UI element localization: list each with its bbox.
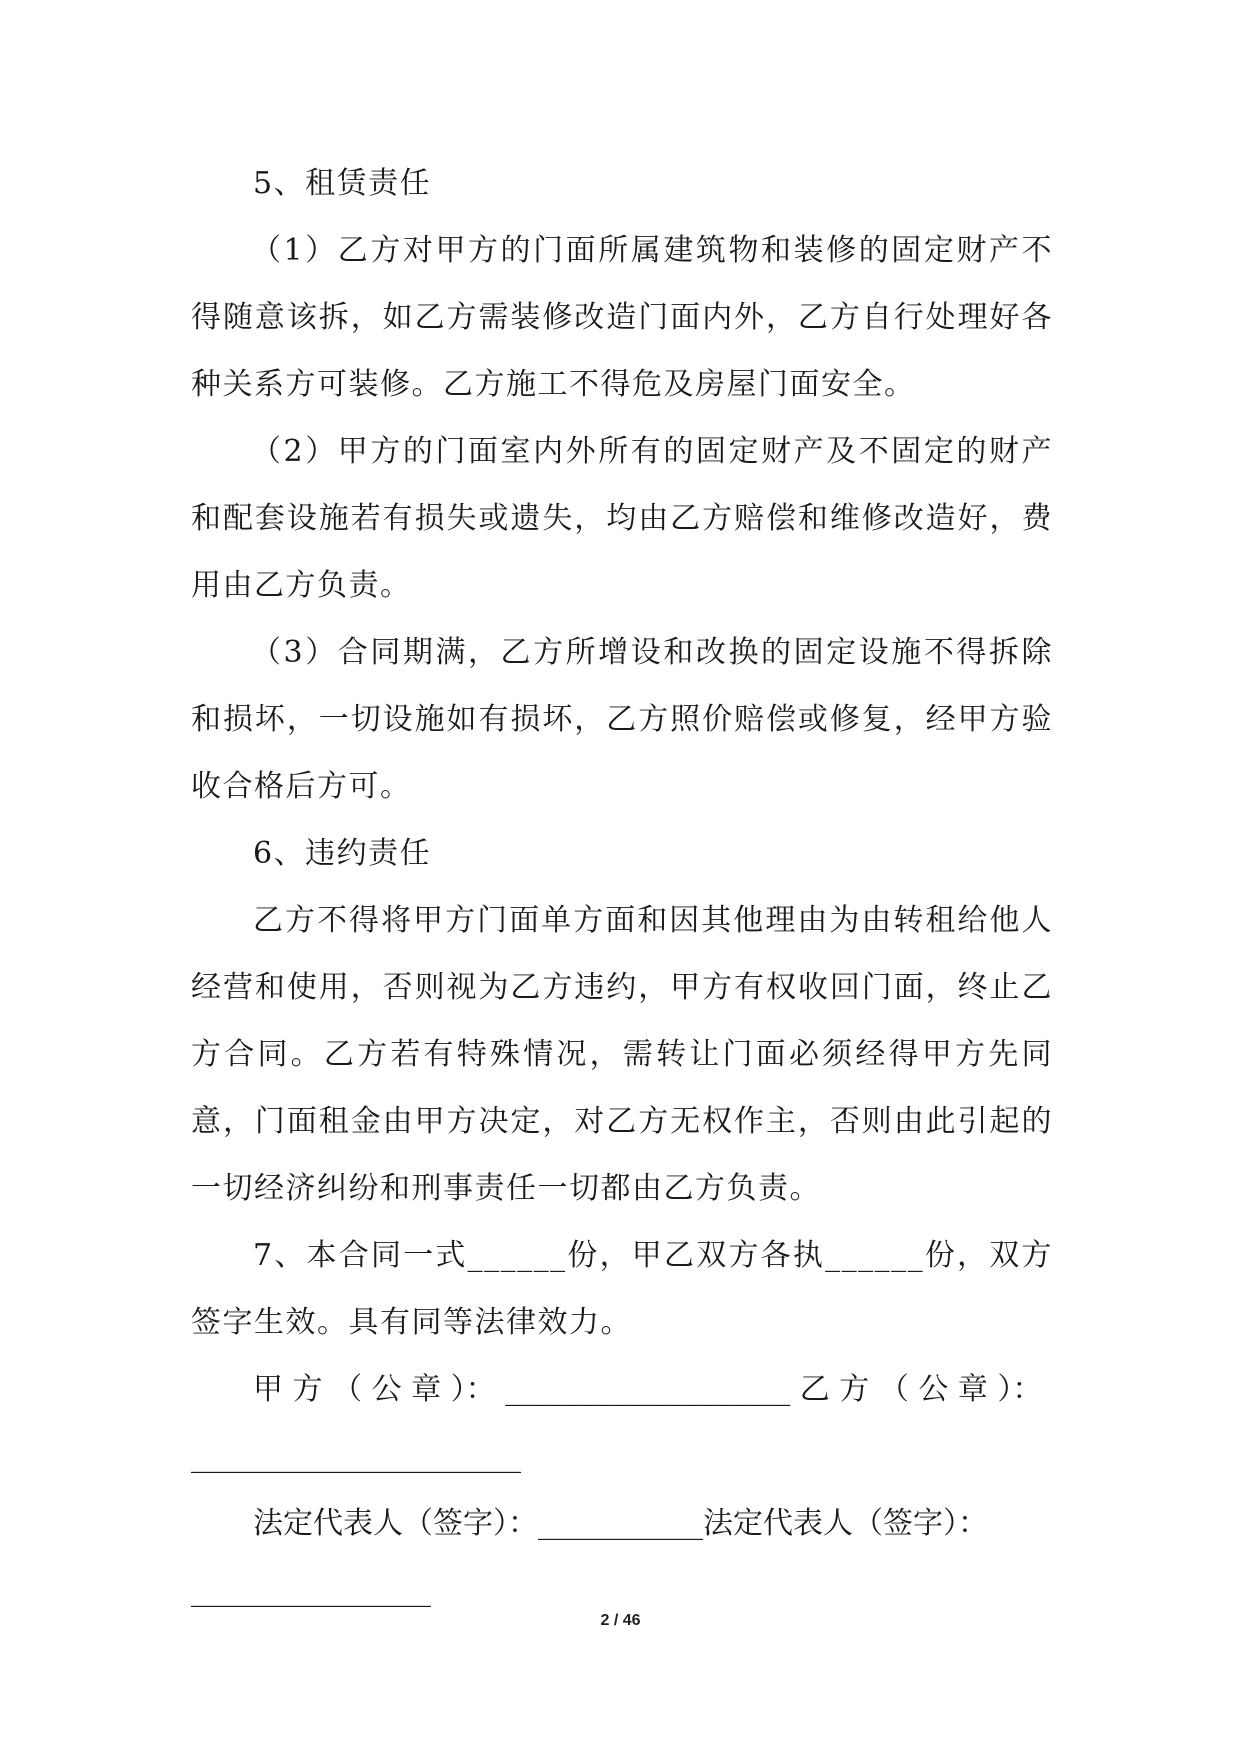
section-heading-breach-liability: 6、违约责任 xyxy=(253,836,432,871)
clause-paragraph: （1）乙方对甲方的门面所属建筑物和装修的固定财产不得随意该拆，如乙方需装修改造门面内外，乙方自行处理好各种关系方可装修。乙方施工不得危及房屋门面安全。 xyxy=(191,233,1053,402)
copies-clause-paragraph: 7、本合同一式______份，甲乙双方各执______份，双方签字生效。具有同等法律效力。 xyxy=(191,1238,1053,1340)
seal-signature-blank: ______________________ xyxy=(191,1439,521,1474)
document-body xyxy=(191,150,1053,1624)
representative-signature-blank: ________________ xyxy=(191,1573,431,1608)
section-heading-lease-responsibility: 5、租赁责任 xyxy=(253,166,432,201)
clause-paragraph: 乙方不得将甲方门面单方面和因其他理由为由转租给他人经营和使用，否则视为乙方违约，甲方有权收回门面，终止乙方合同。乙方若有特殊情况，需转让门面必须经得甲方先同意，门面租金由甲方决定，对乙方无权作主，否则由此引起的一切经济纠纷和刑事责任一切都由乙方负责。 xyxy=(191,903,1053,1206)
representative-signature-line: 法定代表人（签字）：___________法定代表人（签字）： xyxy=(253,1506,988,1541)
clause-paragraph: （3）合同期满，乙方所增设和改换的固定设施不得拆除和损坏，一切设施如有损坏，乙方照价赔偿或修复，经甲方验收合格后方可。 xyxy=(191,635,1053,804)
seal-signature-line: 甲 方 （ 公 章 ）： ___________________ 乙 方 （ 公 章 ）： xyxy=(253,1372,1043,1407)
page-number: 2 / 46 xyxy=(600,1612,641,1629)
clause-paragraph: （2）甲方的门面室内外所有的固定财产及不固定的财产和配套设施若有损失或遗失，均由乙方赔偿和维修改造好，费用由乙方负责。 xyxy=(191,434,1053,603)
